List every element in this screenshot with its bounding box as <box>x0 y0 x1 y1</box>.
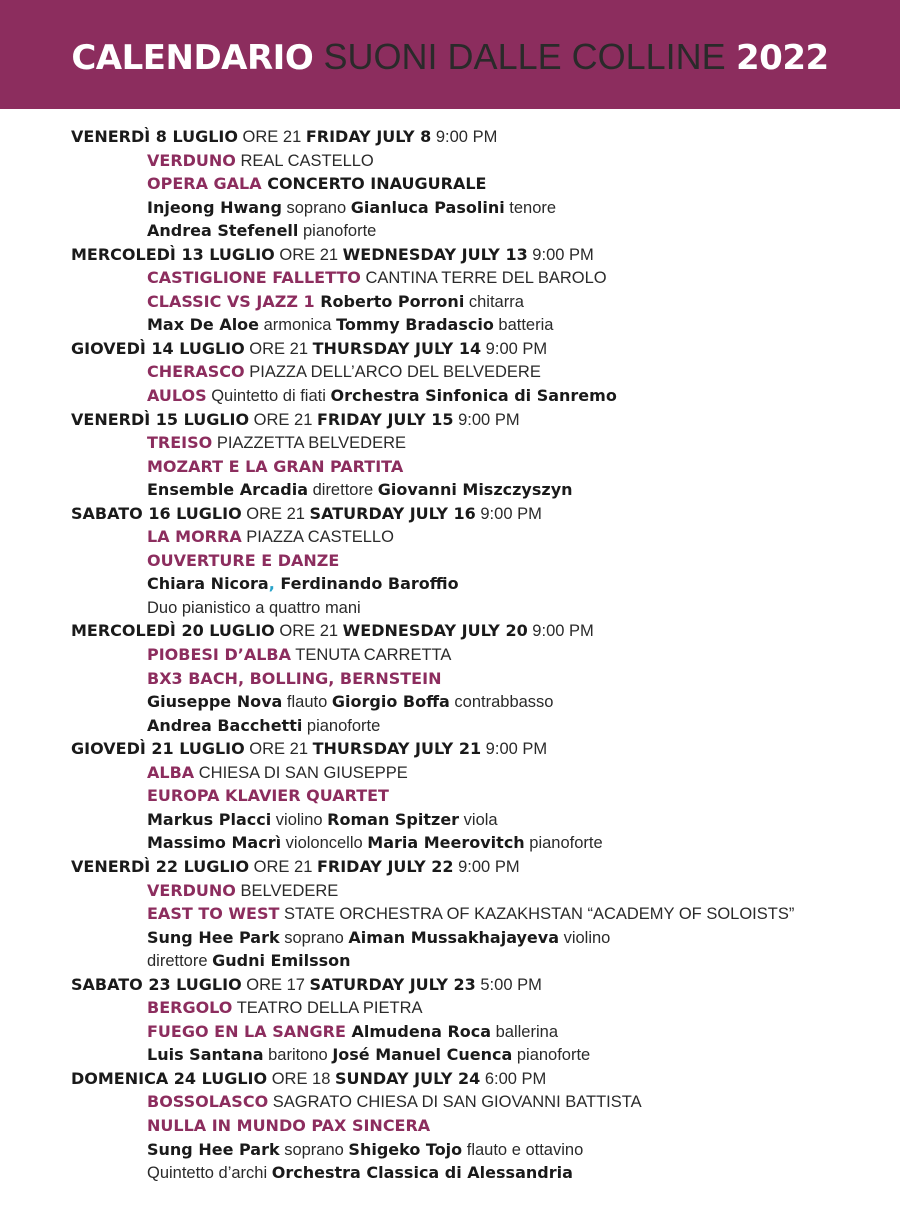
schedule-detail-line <box>0 714 900 738</box>
schedule-text-segment: FRIDAY JULY 15 <box>316 409 454 429</box>
schedule-text-segment: PIAZZA DELL’ARCO DEL BELVEDERE <box>244 363 541 382</box>
schedule-text-segment: Giovanni Miszczyszyn <box>377 480 573 500</box>
schedule-text-segment: 9:00 PM <box>527 622 594 641</box>
schedule-text-segment: ORE 21 <box>244 740 313 759</box>
schedule-text-segment: FRIDAY JULY 22 <box>316 856 454 876</box>
schedule-text-segment: ORE 18 <box>267 1069 335 1088</box>
schedule-text-segment: THURSDAY JULY 21 <box>312 739 482 759</box>
schedule-text-segment: Quintetto d’archi <box>147 1164 272 1183</box>
schedule-text-segment: Roman Spitzer <box>327 809 460 829</box>
schedule-text-segment: Injeong Hwang <box>147 197 282 217</box>
schedule-text-segment: violoncello <box>281 834 368 853</box>
schedule-text-segment: ORE 21 <box>244 339 313 358</box>
schedule-text-segment: GIOVEDÌ 21 LUGLIO <box>71 739 245 759</box>
schedule-text-segment: Sung Hee Park <box>147 927 280 947</box>
schedule-text-segment: MERCOLEDÌ 20 LUGLIO <box>71 621 275 641</box>
schedule-text-segment: SATURDAY JULY 23 <box>309 974 476 994</box>
schedule-detail-line <box>0 290 900 314</box>
schedule-text-segment: Shigeko Tojo <box>348 1139 463 1159</box>
schedule-detail-line <box>0 879 900 903</box>
schedule-detail-line <box>0 431 900 455</box>
schedule-detail-line <box>0 1114 900 1138</box>
schedule-text-segment: SATURDAY JULY 16 <box>309 503 476 523</box>
schedule-text-segment: BERGOLO <box>147 998 233 1018</box>
schedule-text-segment: EUROPA KLAVIER QUARTET <box>147 786 389 806</box>
schedule-text-segment: PIAZZA CASTELLO <box>241 528 394 547</box>
schedule-detail-line <box>0 1161 900 1185</box>
schedule-text-segment: FRIDAY JULY 8 <box>305 127 432 146</box>
schedule-text-segment: Quintetto di fiati <box>206 387 331 406</box>
schedule-date-line <box>0 619 900 643</box>
title-event-name: SUONI DALLE COLLINE <box>323 35 726 77</box>
schedule-text-segment: Luis Santana <box>147 1045 264 1065</box>
schedule-detail-line <box>0 1020 900 1044</box>
schedule-text-segment: armonica <box>259 316 337 335</box>
schedule-text-segment: Andrea Stefenell <box>147 221 299 241</box>
schedule-text-segment: Sung Hee Park <box>147 1139 280 1159</box>
schedule-detail-line <box>0 360 900 384</box>
schedule-text-segment: soprano <box>279 928 349 947</box>
schedule-detail-line <box>0 831 900 855</box>
schedule-text-segment: CONCERTO INAUGURALE <box>261 174 487 194</box>
schedule-text-segment: WEDNESDAY JULY 13 <box>342 244 528 264</box>
schedule-text-segment: BELVEDERE <box>235 881 339 900</box>
schedule-date-line <box>0 737 900 761</box>
schedule-text-segment: Tommy Bradascio <box>336 315 494 335</box>
schedule-text-segment: ORE 21 <box>274 245 343 264</box>
schedule-text-segment: VERDUNO <box>147 150 236 170</box>
schedule-text-segment: VENERDÌ 22 LUGLIO <box>71 856 250 876</box>
title-year: 2022 <box>736 37 829 78</box>
schedule-text-segment: Max De Aloe <box>147 315 260 335</box>
schedule-text-segment: violino <box>271 810 328 829</box>
schedule-text-segment: TEATRO DELLA PIETRA <box>232 999 423 1018</box>
schedule-date-line <box>0 243 900 267</box>
schedule-detail-line <box>0 784 900 808</box>
schedule-text-segment: MOZART E LA GRAN PARTITA <box>147 456 404 476</box>
schedule-detail-line <box>0 549 900 573</box>
schedule-text-segment: pianoforte <box>524 834 603 853</box>
schedule-text-segment: OPERA GALA <box>147 174 262 194</box>
schedule-text-segment: ballerina <box>491 1022 558 1041</box>
schedule-text-segment: viola <box>459 810 498 829</box>
title-calendario: CALENDARIO <box>71 37 314 78</box>
schedule-text-segment: José Manuel Cuenca <box>332 1045 513 1065</box>
schedule-text-segment: ALBA <box>147 762 195 782</box>
schedule-text-segment: GIOVEDÌ 14 LUGLIO <box>71 338 245 358</box>
schedule-text-segment: Markus Placci <box>147 809 272 829</box>
schedule-date-line <box>0 502 900 526</box>
schedule-text-segment: CASTIGLIONE FALLETTO <box>147 268 361 288</box>
schedule-detail-line <box>0 313 900 337</box>
schedule-text-segment: Massimo Macrì <box>147 833 282 853</box>
schedule-detail-line <box>0 690 900 714</box>
schedule-text-segment: Andrea Bacchetti <box>147 715 303 735</box>
schedule-text-segment: 6:00 PM <box>480 1069 547 1088</box>
schedule-text-segment: CANTINA TERRE DEL BAROLO <box>360 269 607 288</box>
schedule-text-segment: Giuseppe Nova <box>147 692 283 712</box>
schedule-text-segment: ORE 21 <box>237 128 306 146</box>
schedule-text-segment: VENERDÌ 15 LUGLIO <box>71 409 250 429</box>
schedule-detail-line <box>0 667 900 691</box>
schedule-text-segment: CHIESA DI SAN GIUSEPPE <box>194 763 408 782</box>
schedule-text-segment: BX3 BACH, BOLLING, BERNSTEIN <box>147 668 442 688</box>
schedule-text-segment: CLASSIC VS JAZZ 1 <box>147 291 315 311</box>
schedule-text-segment: MERCOLEDÌ 13 LUGLIO <box>71 244 275 264</box>
schedule-text-segment: direttore <box>147 952 213 971</box>
schedule-text-segment: Duo pianistico a quattro mani <box>147 598 361 617</box>
schedule-date-line <box>0 125 900 149</box>
schedule-text-segment: STATE ORCHESTRA OF KAZAKHSTAN “ACADEMY OF SOLOISTS” <box>279 905 795 924</box>
schedule-text-segment: pianoforte <box>512 1046 591 1065</box>
schedule-text-segment: 9:00 PM <box>431 128 498 146</box>
schedule-text-segment: direttore <box>308 481 378 500</box>
schedule-text-segment: 9:00 PM <box>453 410 520 429</box>
schedule-text-segment: THURSDAY JULY 14 <box>312 338 482 358</box>
schedule-detail-line <box>0 266 900 290</box>
schedule-detail-line <box>0 761 900 785</box>
schedule-text-segment: LA MORRA <box>147 527 242 547</box>
schedule-date-line <box>0 973 900 997</box>
schedule-text-segment: Roberto Porroni <box>314 291 465 311</box>
schedule-text-segment: 9:00 PM <box>481 339 548 358</box>
schedule-text-segment: baritono <box>263 1046 333 1065</box>
schedule-text-segment: Gianluca Pasolini <box>350 197 505 217</box>
schedule-text-segment: , <box>268 574 275 594</box>
schedule-detail-line <box>0 1090 900 1114</box>
schedule-text-segment: CHERASCO <box>147 362 245 382</box>
schedule-detail-line <box>0 172 900 196</box>
schedule-text-segment: ORE 21 <box>274 622 343 641</box>
schedule-text-segment: 9:00 PM <box>475 504 542 523</box>
schedule-text-segment: Almudena Roca <box>345 1021 492 1041</box>
schedule-text-segment: SABATO 16 LUGLIO <box>71 503 242 523</box>
schedule-date-line <box>0 408 900 432</box>
schedule-detail-line <box>0 1043 900 1067</box>
schedule-detail-line <box>0 525 900 549</box>
schedule-text-segment: Gudni Emilsson <box>212 951 351 971</box>
schedule-date-line <box>0 855 900 879</box>
schedule-detail-line <box>0 572 900 596</box>
schedule-text-segment: chitarra <box>464 292 524 311</box>
schedule-text-segment: BOSSOLASCO <box>147 1092 269 1112</box>
schedule-text-segment: VENERDÌ 8 LUGLIO <box>71 127 238 146</box>
schedule-text-segment: DOMENICA 24 LUGLIO <box>71 1068 268 1088</box>
schedule-text-segment: FUEGO EN LA SANGRE <box>147 1021 346 1041</box>
schedule-text-segment: 5:00 PM <box>475 975 542 994</box>
schedule-detail-line <box>0 219 900 243</box>
schedule-text-segment: SUNDAY JULY 24 <box>334 1068 481 1088</box>
schedule-text-segment: ORE 17 <box>241 975 310 994</box>
schedule-text-segment: WEDNESDAY JULY 20 <box>342 621 528 641</box>
schedule-text-segment: TREISO <box>147 433 213 453</box>
schedule-text-segment: EAST TO WEST <box>147 904 280 924</box>
schedule-detail-line <box>0 996 900 1020</box>
schedule-text-segment: Giorgio Boffa <box>331 692 450 712</box>
schedule-detail-line <box>0 478 900 502</box>
schedule-text-segment: violino <box>559 928 611 947</box>
schedule-text-segment: PIOBESI D’ALBA <box>147 645 291 665</box>
schedule-text-segment: 9:00 PM <box>481 740 548 759</box>
schedule-text-segment: ORE 21 <box>241 504 310 523</box>
schedule-text-segment: Maria Meerovitch <box>367 833 525 853</box>
schedule-text-segment: ORE 21 <box>249 410 317 429</box>
schedule-detail-line <box>0 384 900 408</box>
schedule-text-segment: Orchestra Sinfonica di Sanremo <box>330 386 617 406</box>
schedule-text-segment: 9:00 PM <box>527 245 594 264</box>
schedule-text-segment: pianoforte <box>298 222 377 241</box>
schedule-detail-line <box>0 949 900 973</box>
schedule-text-segment: Orchestra Classica di Alessandria <box>271 1163 573 1183</box>
schedule-text-segment: TENUTA CARRETTA <box>290 646 452 665</box>
schedule-text-segment: Ensemble Arcadia <box>147 480 309 500</box>
schedule-detail-line <box>0 808 900 832</box>
schedule-text-segment: SABATO 23 LUGLIO <box>71 974 242 994</box>
schedule-detail-line <box>0 1138 900 1162</box>
schedule-text-segment: pianoforte <box>302 716 381 735</box>
schedule-text-segment: 9:00 PM <box>453 857 520 876</box>
schedule-text-segment: AULOS <box>147 386 207 406</box>
schedule-text-segment: ORE 21 <box>249 857 317 876</box>
schedule-text-segment: SAGRATO CHIESA DI SAN GIOVANNI BATTISTA <box>268 1093 642 1112</box>
schedule-text-segment: VERDUNO <box>147 880 236 900</box>
schedule-text-segment: NULLA IN MUNDO PAX SINCERA <box>147 1115 431 1135</box>
schedule-detail-line <box>0 926 900 950</box>
schedule-text-segment: flauto <box>282 693 332 712</box>
schedule-detail-line <box>0 643 900 667</box>
schedule-text-segment: OUVERTURE E DANZE <box>147 550 340 570</box>
schedule-text-segment: REAL CASTELLO <box>235 151 374 170</box>
schedule-text-segment: Chiara Nicora <box>147 574 269 594</box>
schedule-text-segment: batteria <box>493 316 554 335</box>
schedule-text-segment: tenore <box>504 198 557 217</box>
schedule-text-segment: Aiman Mussakhajayeva <box>348 927 559 947</box>
schedule-detail-line <box>0 596 900 620</box>
schedule-date-line <box>0 1067 900 1091</box>
schedule-text-segment: contrabbasso <box>449 693 554 712</box>
schedule-date-line <box>0 337 900 361</box>
schedule-text-segment: Ferdinando Baroffio <box>274 574 459 594</box>
schedule-text-segment: soprano <box>279 1140 349 1159</box>
schedule-text-segment: flauto e ottavino <box>462 1140 584 1159</box>
schedule-detail-line <box>0 902 900 926</box>
schedule-detail-line <box>0 149 900 173</box>
schedule-text-segment: soprano <box>281 198 351 217</box>
schedule-text-segment: PIAZZETTA BELVEDERE <box>212 434 407 453</box>
schedule-detail-line <box>0 455 900 479</box>
schedule-detail-line <box>0 196 900 220</box>
